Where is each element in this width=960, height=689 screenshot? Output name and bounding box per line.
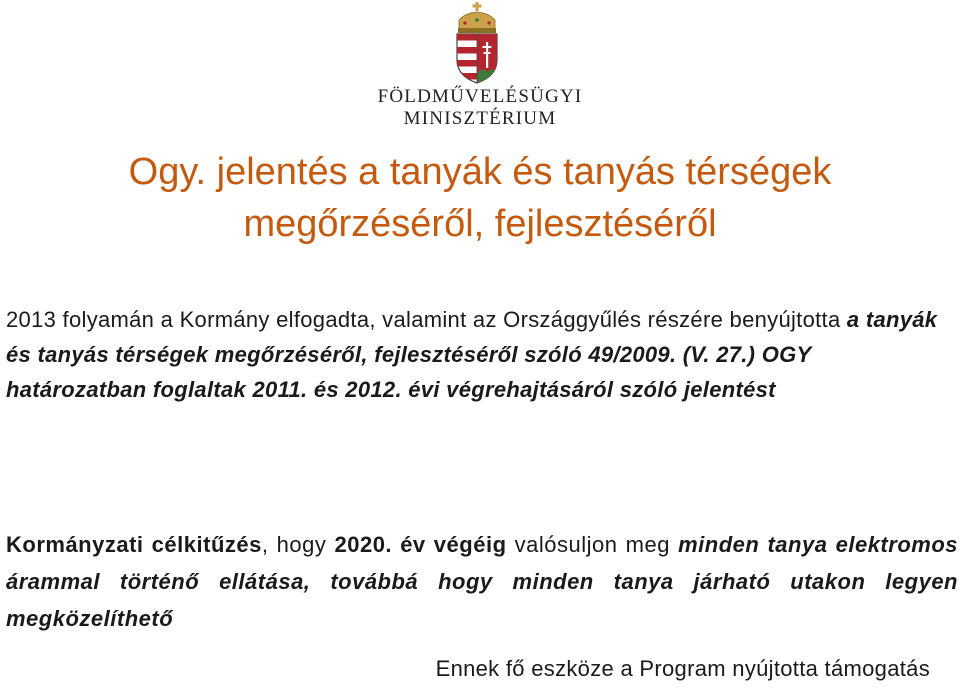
title-line-1: Ogy. jelentés a tanyák és tanyás térségek [128,151,832,193]
goal-text-2: valósuljon meg [506,532,679,557]
paragraph-report [6,302,958,407]
goal-label: Kormányzati célkitűzés [6,532,262,557]
goal-text-1: , hogy [261,532,335,557]
coat-of-arms-icon [451,2,503,84]
goal-deadline: 2020. év végéig [334,532,507,557]
ministry-name [360,86,600,130]
paragraph-report-emphasis: a tanyák és tanyás térségek megőrzéséről, fejlesztéséről szóló 49/2009. (V. 27.) OGY határozatban foglaltak 2011. és 2012. évi végrehajtásáról szóló jelentést [6,307,938,402]
closing-statement: Ennek fő eszköze a Program nyújtotta támogatás [435,656,930,681]
paragraph-report-text: 2013 folyamán a Kormány elfogadta, valamint az Országgyűlés részére benyújtotta [6,307,847,332]
title-line-2: megőrzéséről, fejlesztéséről [243,203,717,245]
paragraph-goal [6,526,958,637]
ministry-line-2: MINISZTÉRIUM [403,108,557,129]
page-title [0,146,960,250]
goal-emphasis: minden tanya elektromos árammal történő ellátása, továbbá hogy minden tanya járható utakon legyen megközelíthető [6,532,958,631]
ministry-line-1: FÖLDMŰVELÉSÜGYI [377,86,583,107]
